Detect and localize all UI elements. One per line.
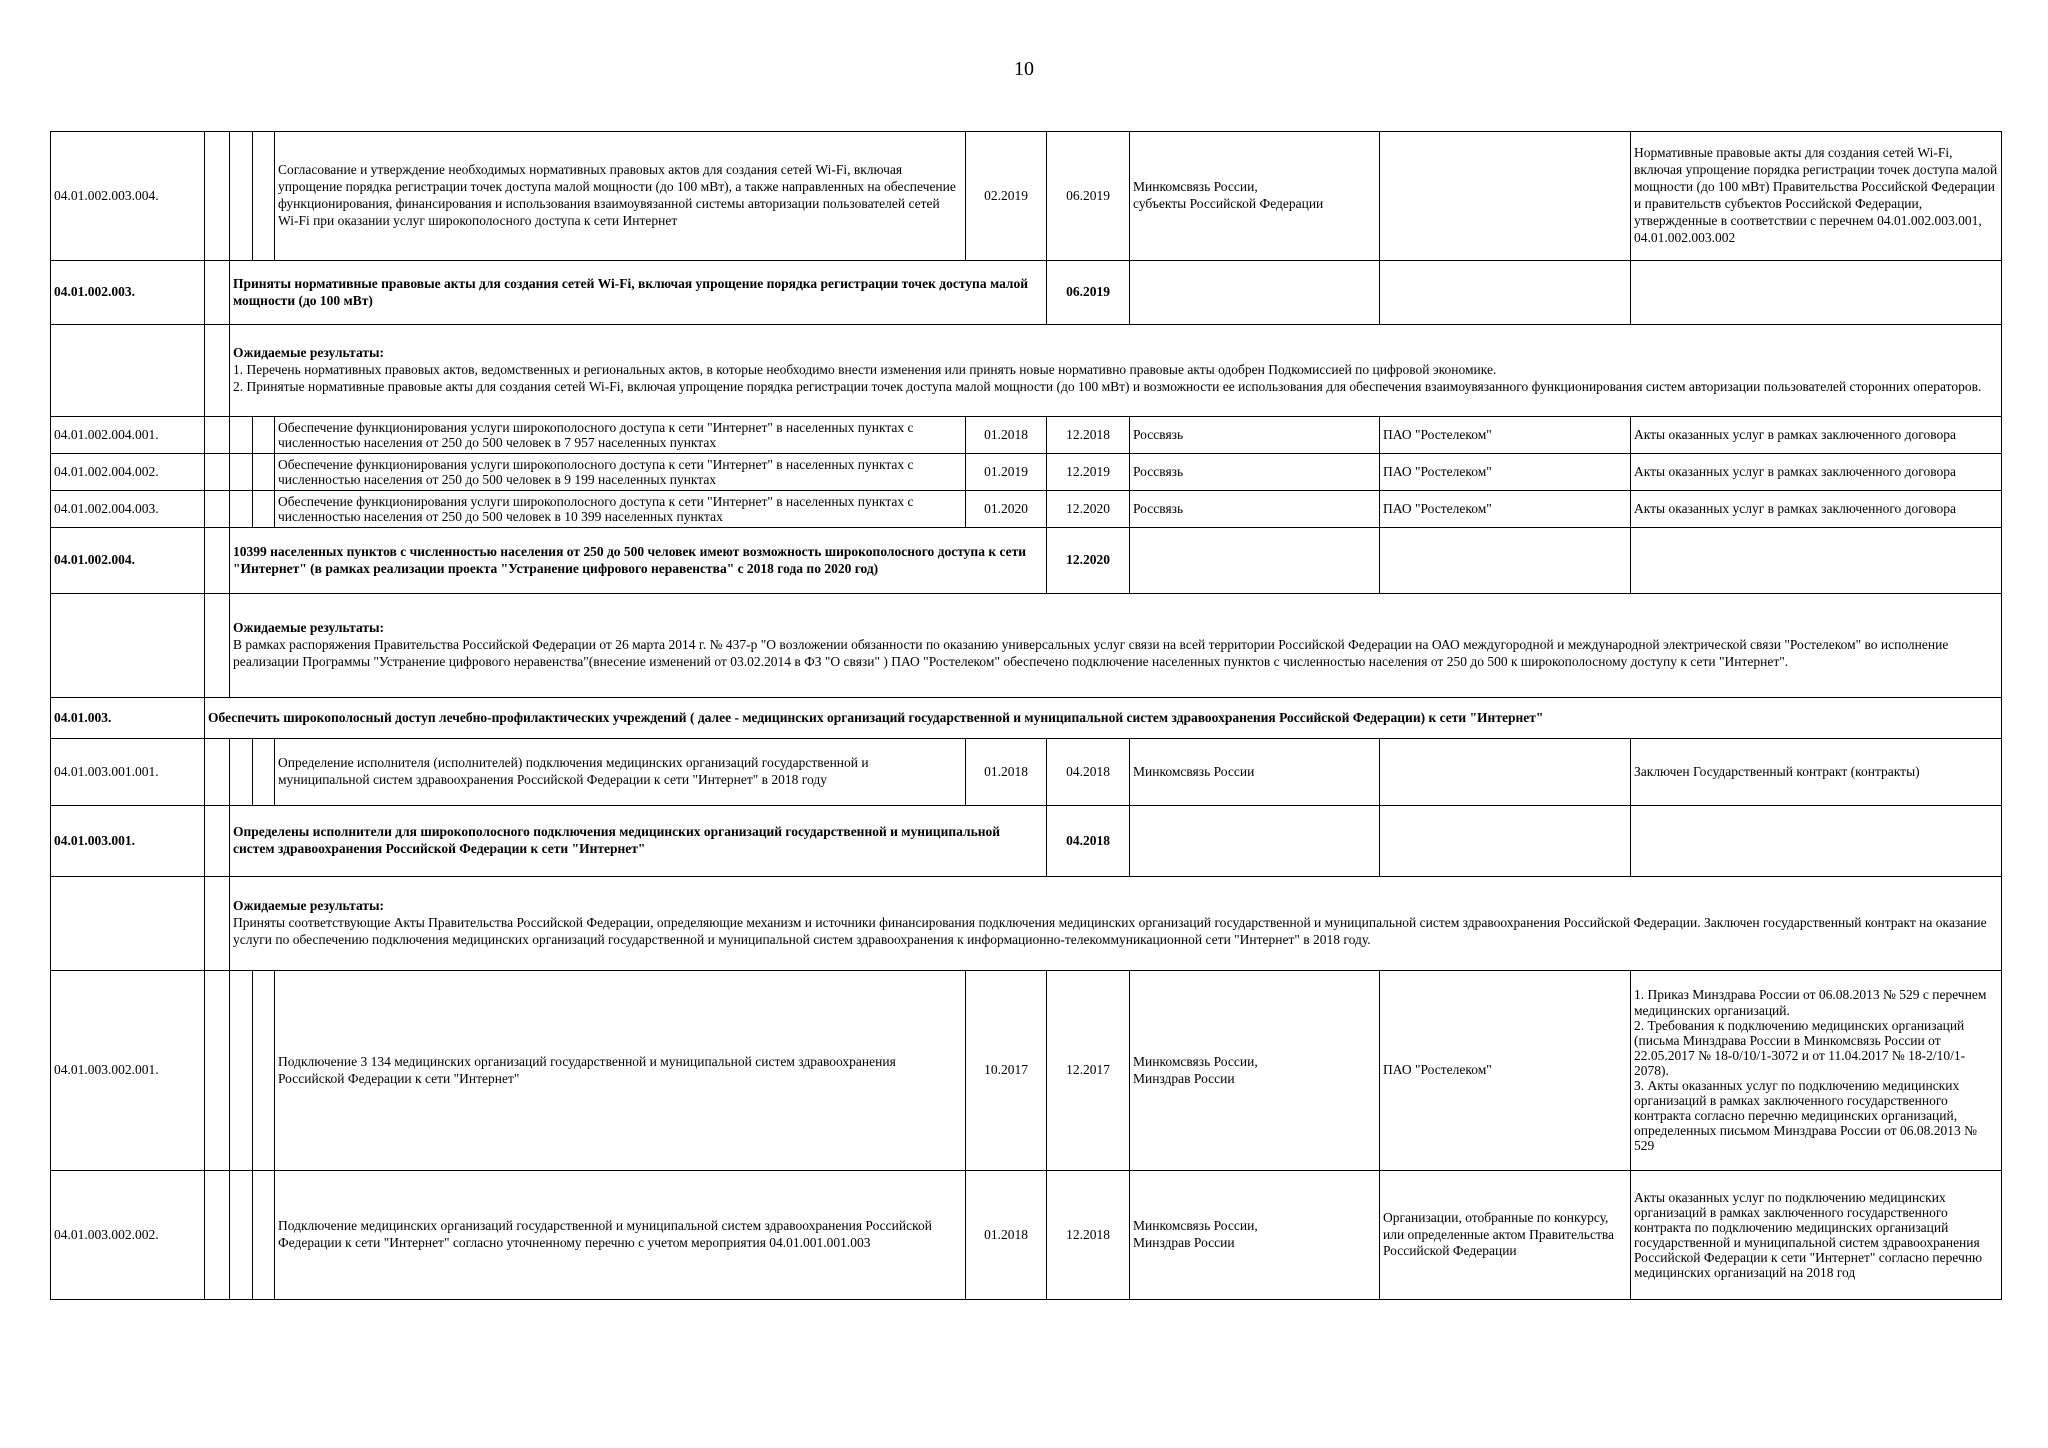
expected-results-text: 1. Перечень нормативных правовых актов, ведомственных и региональных актов, в которые необходимо внести изменения или принять новые нормативно правовые акты одобрен Подкомиссией по цифровой экономике. 2. Принятые нормативные правовые акты для создания сетей Wi-Fi, включая упрощение порядка регистрации точек доступа малой мощности (до 100 мВт) и возможности ее использования для обеспечения взаимоувязанного функционирования систем авторизации пользователей сторонних операторов.: [233, 362, 1982, 394]
end-date: 12.2019: [1047, 454, 1130, 491]
table-row: [51, 1171, 2002, 1300]
executor: [1380, 261, 1631, 325]
result: [1631, 806, 2002, 877]
table-row: [51, 261, 2002, 325]
end-date: 06.2019: [1047, 132, 1130, 261]
expected-results-text: Приняты соответствующие Акты Правительства Российской Федерации, определяющие механизм и источники финансирования подключения медицинских организаций государственной и муниципальной систем здравоохранения Российской Федерации. Заключен государственный контракт на оказание услуги по обеспечению подключения медицинских организаций государственной и муниципальной систем здравоохранения к информационно-телекоммуникационной сети "Интернет" в 2018 году.: [233, 915, 1987, 947]
row-code: 04.01.002.004.001.: [51, 417, 205, 454]
responsible: [1130, 261, 1380, 325]
level-cell: [205, 806, 230, 877]
end-date: 12.2018: [1047, 417, 1130, 454]
responsible: Россвязь: [1130, 454, 1380, 491]
executor: Организации, отобранные по конкурсу, или определенные актом Правительства Российской Федерации: [1380, 1171, 1631, 1300]
responsible: Минкомсвязь России, Минздрав России: [1130, 1171, 1380, 1300]
result: Акты оказанных услуг в рамках заключенного договора: [1631, 491, 2002, 528]
executor: [1380, 739, 1631, 806]
start-date: 01.2019: [966, 454, 1047, 491]
row-code: 04.01.002.004.: [51, 528, 205, 594]
level-cell: [230, 132, 253, 261]
executor: ПАО "Ростелеком": [1380, 454, 1631, 491]
level-cell: [205, 971, 230, 1171]
level-cell: [205, 594, 230, 698]
table-row: [51, 454, 2002, 491]
table-row: [51, 739, 2002, 806]
start-date: 01.2018: [966, 417, 1047, 454]
row-name: Обеспечение функционирования услуги широкополосного доступа к сети "Интернет" в населенных пунктах с численностью населения от 250 до 500 человек в 7 957 населенных пунктах: [275, 417, 966, 454]
level-cell: [253, 491, 275, 528]
level-cell: [205, 1171, 230, 1300]
row-code: 04.01.003.: [51, 698, 205, 739]
level-cell: [230, 417, 253, 454]
start-date: 10.2017: [966, 971, 1047, 1171]
table-row: [51, 806, 2002, 877]
expected-results-text: В рамках распоряжения Правительства Российской Федерации от 26 марта 2014 г. № 437-р "О возложении обязанности по оказанию универсальных услуг связи на всей территории Российской Федерации на ОАО междугородной и международной электрической связи "Ростелеком" во исполнение реализации Программы "Устранение цифрового неравенства"(внесение изменений от 03.02.2014 в ФЗ "О связи" ) ПАО "Ростелеком" обеспечено подключение населенных пунктов с численностью населения от 250 до 500 к широкополосному доступу к сети "Интернет".: [233, 637, 1949, 669]
table-row: [51, 971, 2002, 1171]
result: Акты оказанных услуг в рамках заключенного договора: [1631, 454, 2002, 491]
result: Заключен Государственный контракт (контракты): [1631, 739, 2002, 806]
result: 1. Приказ Минздрава России от 06.08.2013 № 529 с перечнем медицинских организаций. 2. Требования к подключению медицинских организаций (письма Минздрава России в Минкомсвязь России от 22.05.2017 № 18-0/10/1-3072 и от 11.04.2017 № 18-2/10/1-2078). 3. Акты оказанных услуг по подключению медицинских организаций в рамках заключенного государственного контракта согласно перечню медицинских организаций, определенных письмом Минздрава России от 06.08.2013 № 529: [1631, 971, 2002, 1171]
level-cell: [230, 1171, 253, 1300]
row-name: Приняты нормативные правовые акты для создания сетей Wi-Fi, включая упрощение порядка регистрации точек доступа малой мощности (до 100 мВт): [230, 261, 1047, 325]
level-cell: [205, 739, 230, 806]
start-date: 01.2018: [966, 739, 1047, 806]
row-name: Обеспечение функционирования услуги широкополосного доступа к сети "Интернет" в населенных пунктах с численностью населения от 250 до 500 человек в 10 399 населенных пунктах: [275, 491, 966, 528]
end-date: 04.2018: [1047, 806, 1130, 877]
level-cell: [230, 971, 253, 1171]
expected-results-heading: Ожидаемые результаты:: [233, 345, 385, 361]
level-cell: [253, 1171, 275, 1300]
level-cell: [205, 261, 230, 325]
level-cell: [253, 971, 275, 1171]
level-cell: [253, 417, 275, 454]
table-row: [51, 594, 2002, 698]
end-date: 12.2020: [1047, 528, 1130, 594]
executor: [1380, 528, 1631, 594]
row-code: 04.01.003.001.: [51, 806, 205, 877]
table-row: [51, 528, 2002, 594]
responsible: Россвязь: [1130, 417, 1380, 454]
expected-results: [230, 325, 2002, 417]
page-number: 10: [1014, 58, 1034, 80]
table-row: [51, 325, 2002, 417]
level-cell: [230, 739, 253, 806]
table-row: [51, 877, 2002, 971]
row-name: Определены исполнители для широкополосного подключения медицинских организаций государственной и муниципальной систем здравоохранения Российской Федерации к сети "Интернет": [230, 806, 1047, 877]
row-name: Подключение 3 134 медицинских организаций государственной и муниципальной систем здравоохранения Российской Федерации к сети "Интернет": [275, 971, 966, 1171]
row-code: [51, 325, 205, 417]
row-name: Подключение медицинских организаций государственной и муниципальной систем здравоохранения Российской Федерации к сети "Интернет" согласно уточненному перечню с учетом мероприятия 04.01.001.001.003: [275, 1171, 966, 1300]
row-code: 04.01.003.001.001.: [51, 739, 205, 806]
row-name: Обеспечение функционирования услуги широкополосного доступа к сети "Интернет" в населенных пунктах с численностью населения от 250 до 500 человек в 9 199 населенных пунктах: [275, 454, 966, 491]
level-cell: [205, 132, 230, 261]
end-date: 12.2017: [1047, 971, 1130, 1171]
level-cell: [205, 417, 230, 454]
level-cell: [253, 739, 275, 806]
level-cell: [205, 491, 230, 528]
row-name: Определение исполнителя (исполнителей) подключения медицинских организаций государственной и муниципальной систем здравоохранения Российской Федерации к сети "Интернет" в 2018 году: [275, 739, 966, 806]
executor: ПАО "Ростелеком": [1380, 417, 1631, 454]
level-cell: [253, 132, 275, 261]
result: Нормативные правовые акты для создания сетей Wi-Fi, включая упрощение порядка регистрации точек доступа малой мощности (до 100 мВт) Правительства Российской Федерации и правительств субъектов Российской Федерации, утвержденные в соответствии с перечнем 04.01.002.003.001, 04.01.002.003.002: [1631, 132, 2002, 261]
start-date: 02.2019: [966, 132, 1047, 261]
level-cell: [230, 454, 253, 491]
roadmap-table: [50, 131, 2002, 1300]
table-row: [51, 491, 2002, 528]
table-row: [51, 132, 2002, 261]
result: Акты оказанных услуг по подключению медицинских организаций в рамках заключенного государственного контракта по подключению медицинских организаций государственной и муниципальной систем здравоохранения Российской Федерации к сети "Интернет" согласно перечню медицинских организаций на 2018 год: [1631, 1171, 2002, 1300]
row-code: 04.01.002.004.003.: [51, 491, 205, 528]
row-name: Обеспечить широкополосный доступ лечебно-профилактических учреждений ( далее - медицинских организаций государственной и муниципальной систем здравоохранения Российской Федерации) к сети "Интернет": [205, 698, 2002, 739]
end-date: 04.2018: [1047, 739, 1130, 806]
row-code: 04.01.002.003.: [51, 261, 205, 325]
executor: ПАО "Ростелеком": [1380, 491, 1631, 528]
expected-results: [230, 594, 2002, 698]
expected-results-heading: Ожидаемые результаты:: [233, 898, 385, 914]
end-date: 12.2018: [1047, 1171, 1130, 1300]
responsible: Минкомсвязь России, Минздрав России: [1130, 971, 1380, 1171]
executor: [1380, 806, 1631, 877]
level-cell: [205, 877, 230, 971]
responsible: Минкомсвязь России: [1130, 739, 1380, 806]
responsible: [1130, 806, 1380, 877]
row-code: 04.01.002.004.002.: [51, 454, 205, 491]
result: Акты оказанных услуг в рамках заключенного договора: [1631, 417, 2002, 454]
responsible: [1130, 528, 1380, 594]
row-code: 04.01.003.002.001.: [51, 971, 205, 1171]
row-code: [51, 877, 205, 971]
table-row: [51, 417, 2002, 454]
responsible: Россвязь: [1130, 491, 1380, 528]
level-cell: [253, 454, 275, 491]
row-name: Согласование и утверждение необходимых нормативных правовых актов для создания сетей Wi-Fi, включая упрощение порядка регистрации точек доступа малой мощности (до 100 мВт), а также направленных на обеспечение функционирования, финансирования и использования взаимоувязанной системы авторизации пользователей сетей Wi-Fi при оказании услуг широкополосного доступа к сети Интернет: [275, 132, 966, 261]
row-code: 04.01.002.003.004.: [51, 132, 205, 261]
level-cell: [205, 454, 230, 491]
level-cell: [230, 491, 253, 528]
level-cell: [205, 325, 230, 417]
expected-results: [230, 877, 2002, 971]
table-row: [51, 698, 2002, 739]
row-code: 04.01.003.002.002.: [51, 1171, 205, 1300]
start-date: 01.2020: [966, 491, 1047, 528]
executor: ПАО "Ростелеком": [1380, 971, 1631, 1171]
row-code: [51, 594, 205, 698]
end-date: 06.2019: [1047, 261, 1130, 325]
row-name: 10399 населенных пунктов с численностью населения от 250 до 500 человек имеют возможность широкополосного доступа к сети "Интернет" (в рамках реализации проекта "Устранение цифрового неравенства" с 2018 года по 2020 год): [230, 528, 1047, 594]
result: [1631, 528, 2002, 594]
result: [1631, 261, 2002, 325]
end-date: 12.2020: [1047, 491, 1130, 528]
start-date: 01.2018: [966, 1171, 1047, 1300]
expected-results-heading: Ожидаемые результаты:: [233, 620, 385, 636]
level-cell: [205, 528, 230, 594]
executor: [1380, 132, 1631, 261]
responsible: Минкомсвязь России, субъекты Российской Федерации: [1130, 132, 1380, 261]
